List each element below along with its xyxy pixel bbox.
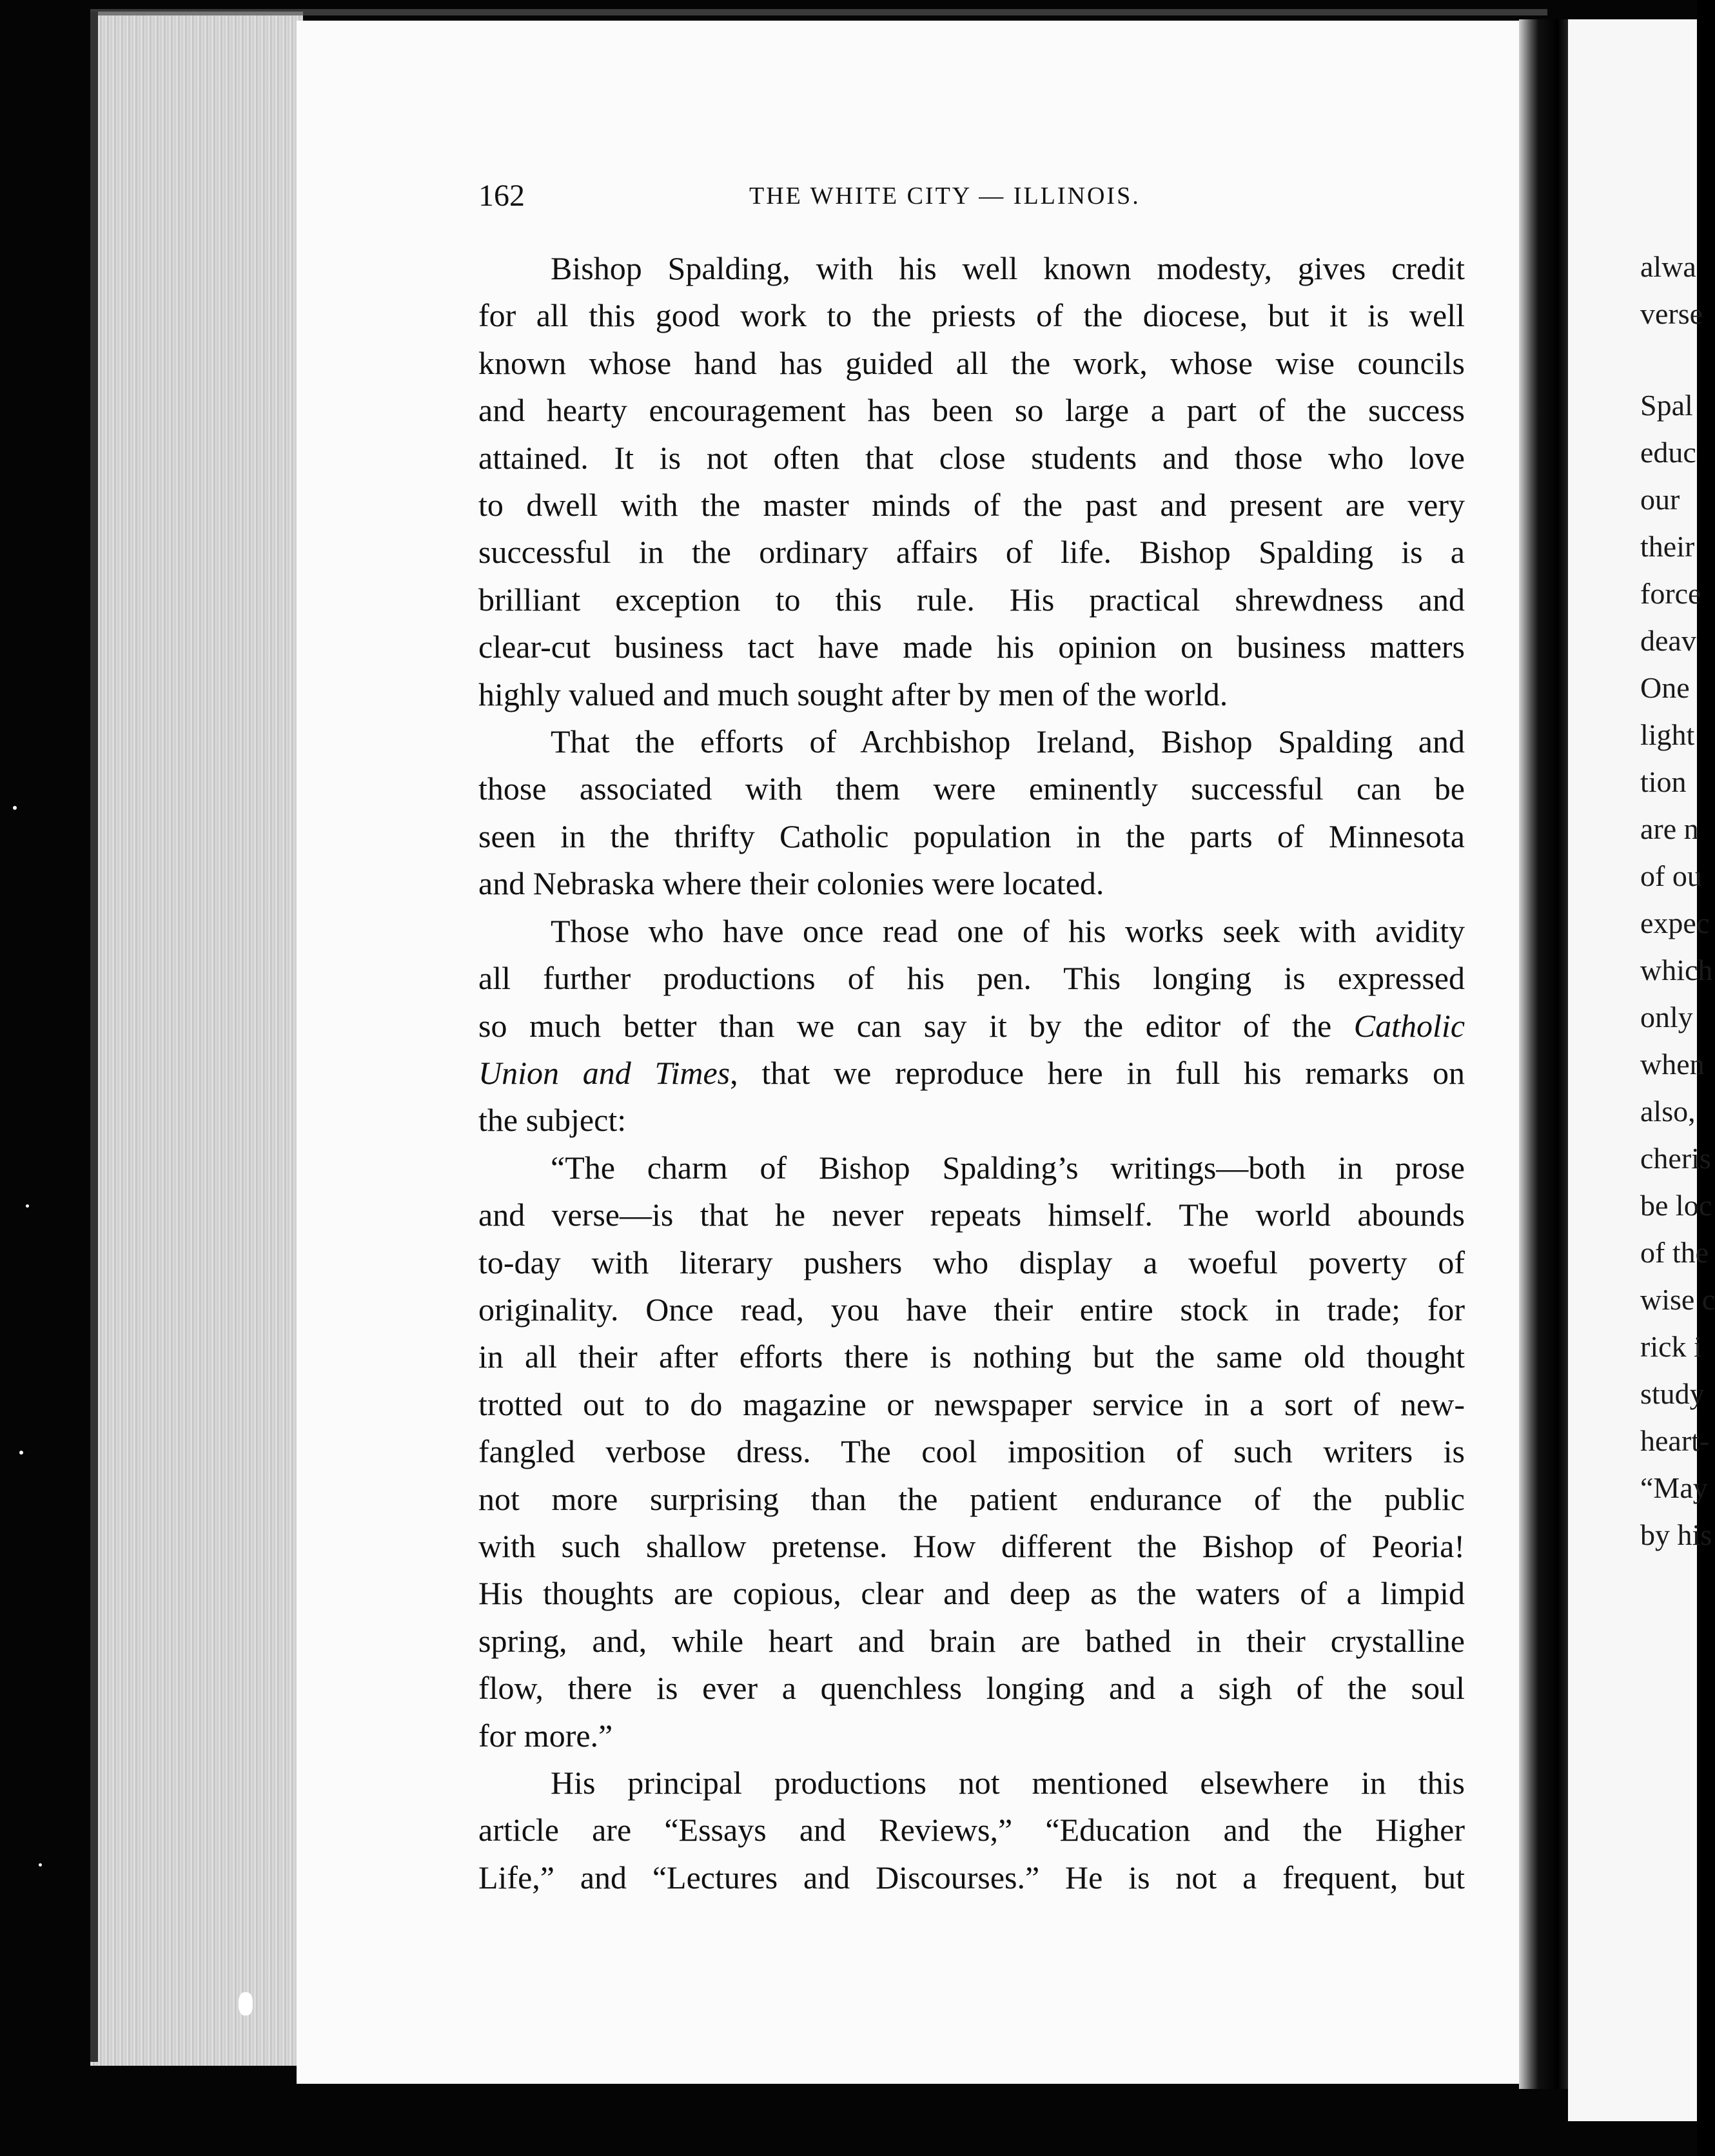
text-line: highly valued and much sought after by men of the world. <box>478 676 1228 712</box>
paragraph <box>478 718 1465 908</box>
book-gutter <box>1519 19 1568 2089</box>
scan-speck <box>19 1451 23 1455</box>
text-line: and Nebraska where their colonies were located. <box>478 865 1104 902</box>
facing-word: heart- <box>1640 1424 1710 1457</box>
text-line: for more.” <box>478 1717 613 1754</box>
text-line: those associated with them were eminently successful can be <box>478 770 1465 807</box>
running-title: THE WHITE CITY — ILLINOIS. <box>749 182 1141 210</box>
text-line: successful in the ordinary affairs of life. Bishop Spalding is a <box>478 534 1465 571</box>
paragraph <box>478 1759 1465 1901</box>
text-line: the subject: <box>478 1102 627 1139</box>
text-fragment: that we reproduce here in full his remarks on <box>761 1054 1465 1091</box>
text-line: article are “Essays and Reviews,” “Education and the Higher <box>478 1812 1465 1848</box>
text-line: flow, there is ever a quenchless longing and a sigh of the soul <box>478 1670 1465 1707</box>
scan-speck <box>13 806 17 810</box>
text-line: His thoughts are copious, clear and deep as the waters of a limpid <box>478 1575 1465 1612</box>
text-line: trotted out to do magazine or newspaper service in a sort of new- <box>478 1386 1465 1422</box>
text-line: not more surprising than the patient endurance of the public <box>478 1480 1465 1517</box>
facing-word: cheris <box>1640 1142 1711 1175</box>
facing-word: are n <box>1640 812 1699 845</box>
text-line: clear-cut business tact have made his opinion on business matters <box>478 629 1465 665</box>
body-text <box>478 245 1465 1901</box>
text-line: “The charm of Bishop Spalding’s writings—both in prose <box>551 1149 1465 1186</box>
facing-word: verse <box>1640 297 1703 330</box>
text-line: all further productions of his pen. This longing is expressed <box>478 960 1465 997</box>
text-line: and hearty encouragement has been so large a part of the success <box>478 392 1465 429</box>
facing-word: Spal <box>1640 389 1693 422</box>
paragraph <box>478 245 1465 718</box>
text-line: and verse—is that he never repeats himself. The world abounds <box>478 1197 1465 1233</box>
facing-word: tion <box>1640 765 1687 798</box>
text-line: fangled verbose dress. The cool imposition of such writers is <box>478 1433 1465 1470</box>
facing-word: light <box>1640 718 1695 751</box>
publication-title: Union and Times <box>478 1054 730 1091</box>
facing-word: alwa <box>1640 250 1696 283</box>
facing-word: our <box>1640 483 1680 516</box>
scan-speck <box>39 1863 42 1867</box>
facing-word: One <box>1640 671 1690 704</box>
text-line: seen in the thrifty Catholic population in the parts of Minnesota <box>478 818 1465 854</box>
paragraph <box>478 908 1465 1144</box>
facing-word: “May <box>1640 1471 1708 1504</box>
text-line: to dwell with the master minds of the past and present are very <box>478 487 1465 524</box>
facing-page <box>1568 19 1715 2121</box>
text-line: Bishop Spalding, with his well known modesty, gives credit <box>551 250 1465 286</box>
facing-word: by his <box>1640 1518 1712 1551</box>
facing-word: only <box>1640 1001 1693 1034</box>
text-line: originality. Once read, you have their entire stock in trade; for <box>478 1291 1465 1328</box>
text-line <box>478 1003 1465 1050</box>
text-line: for all this good work to the priests of the diocese, but it is well <box>478 297 1465 334</box>
facing-word: wise c <box>1640 1283 1715 1316</box>
facing-word: of ou <box>1640 859 1702 892</box>
facing-word: also, <box>1640 1095 1696 1128</box>
text-line: known whose hand has guided all the work, whose wise councils <box>478 344 1465 381</box>
page-edges-stack <box>90 12 303 2066</box>
text-fragment: so much better than we can say it by the editor of the <box>478 1007 1332 1044</box>
text-line: Those who have once read one of his works seek with avidity <box>551 912 1465 949</box>
text-fragment: , <box>730 1054 738 1091</box>
facing-word: study <box>1640 1377 1705 1410</box>
running-header <box>478 178 1207 217</box>
text-line: with such shallow pretense. How different the Bishop of Peoria! <box>478 1527 1465 1564</box>
book-top-edge <box>90 9 1547 15</box>
text-line: in all their after efforts there is nothing but the same old thought <box>478 1338 1465 1375</box>
facing-word: educ <box>1640 436 1696 469</box>
publication-title: Catholic <box>1353 1007 1465 1044</box>
book-cover-edge <box>90 12 98 2062</box>
facing-word: force <box>1640 577 1701 610</box>
scan-speck <box>26 1204 29 1208</box>
facing-word: rick i <box>1640 1330 1702 1363</box>
facing-word: of the <box>1640 1236 1709 1269</box>
facing-word: when <box>1640 1048 1705 1081</box>
text-line: Life,” and “Lectures and Discourses.” He is not a frequent, but <box>478 1859 1465 1896</box>
scan-speck <box>239 1992 253 2015</box>
facing-word: which <box>1640 954 1713 986</box>
text-line: attained. It is not often that close students and those who love <box>478 439 1465 476</box>
page-number: 162 <box>478 179 525 213</box>
text-line: brilliant exception to this rule. His practical shrewdness and <box>478 581 1465 618</box>
text-line: That the efforts of Archbishop Ireland, Bishop Spalding and <box>551 723 1465 760</box>
paragraph <box>478 1144 1465 1759</box>
facing-word: their <box>1640 530 1695 563</box>
facing-word: deav <box>1640 624 1696 657</box>
text-line: spring, and, while heart and brain are bathed in their crystalline <box>478 1622 1465 1659</box>
facing-word: be loc <box>1640 1189 1712 1222</box>
text-line: His principal productions not mentioned elsewhere in this <box>551 1765 1465 1801</box>
text-line <box>478 1050 1465 1097</box>
facing-word: expec <box>1640 906 1710 939</box>
text-line: to-day with literary pushers who display a woeful poverty of <box>478 1244 1465 1280</box>
